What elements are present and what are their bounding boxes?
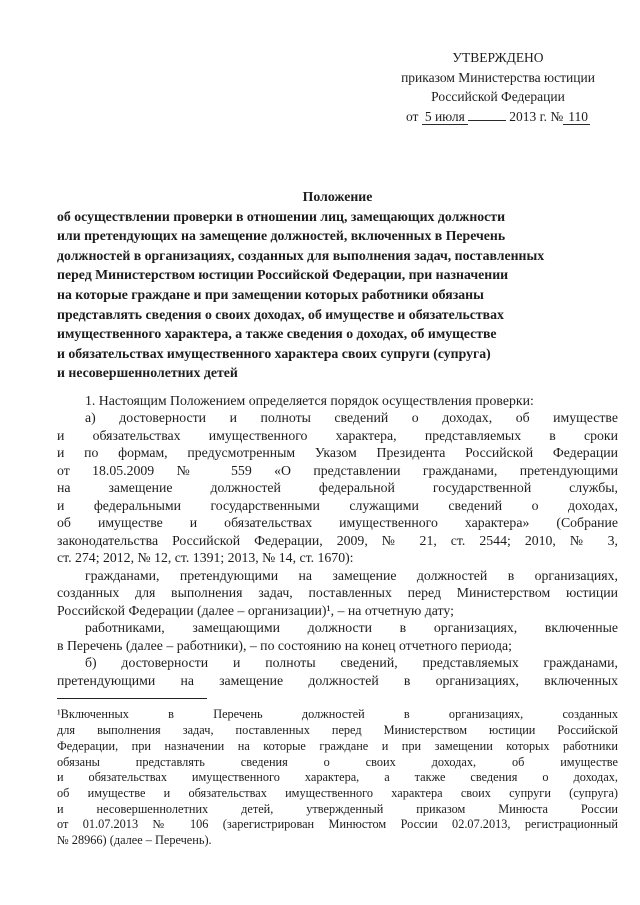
paragraph [57,392,618,410]
body-line: от 18.05.2009 № 559 «О представлении гражданами, претендующими [57,462,618,478]
paragraph [57,409,618,567]
footnote-line: обязаны представлять сведения о своих доходах, об имуществе [57,754,618,769]
body-paragraphs [57,392,618,690]
body-line: а) достоверности и полноты сведений о доходах, об имуществе [85,410,618,426]
body-line: гражданами, претендующими на замещение должностей в организациях, [85,567,618,583]
title-line: на которые граждане и при замещении которых работники обязаны [57,286,484,302]
approval-line-approved: УТВЕРЖДЕНО [452,50,544,65]
footnote-line: об имуществе и обязательствах имущественного характера своих супруги (супруга) [57,785,618,800]
body-line: б) достоверности и полноты сведений, представляемых гражданами, [85,655,618,671]
footnote-separator [57,698,207,699]
order-number-fill: 110 [563,109,590,125]
paragraph [57,654,618,689]
title-line: и обязательствах имущественного характера своих супруги (супруга) [57,345,491,361]
approval-date-line [378,107,618,127]
body-line: об имуществе и обязательствах имущественного характера» (Собрание [57,515,618,531]
title-line: перед Министерством юстиции Российской Федерации, при назначении [57,267,509,283]
footnote-line: для выполнения задач, поставленных перед Министерством юстиции Российской [57,723,618,738]
footnote-line: от 01.07.2013 № 106 (зарегистрирован Минюстом России 02.07.2013, регистрационный [57,817,618,832]
body-line: и по формам, предусмотренным Указом Президента Российской Федерации [57,445,618,461]
body-line: и федеральными государственными служащими сведений о доходах, [57,497,618,513]
paragraph [57,619,618,654]
title-line: должностей в организациях, созданных для выполнения задач, поставленных [57,247,545,263]
title-line: имущественного характера, а также сведения о доходах, об имуществе [57,326,497,342]
body-line: претендующими на замещение должностей в организациях, включенных [57,672,618,688]
footnote-line: Федерации, при назначении на которые граждане и при замещении которых работники [57,738,618,753]
date-blank-underline [468,120,506,121]
footnote [57,707,618,848]
footnote-line: и обязательствах имущественного характера, а также сведения о доходах, [57,770,618,785]
title-lines [57,207,618,383]
body-line: на замещение должностей федеральной государственной службы, [57,480,618,496]
title-line: или претендующих на замещение должностей, включенных в Перечень [57,228,506,244]
body-line: в Перечень (далее – работники), – по состоянию на конец отчетного периода; [57,637,513,653]
date-middle: 2013 г. № [509,108,564,124]
body-line: работниками, замещающими должности в организациях, включенные [85,620,618,636]
footnote-line: и несовершеннолетних детей, утвержденный приказом Минюста России [57,801,618,816]
document-title [57,187,618,383]
approval-line-rf: Российской Федерации [431,89,565,104]
approval-stamp [378,48,618,126]
title-line: и несовершеннолетних детей [57,365,238,381]
title-line: представлять сведения о своих доходах, об имуществе и обязательствах [57,306,504,322]
date-prefix: от [405,108,419,124]
body-line: и обязательствах имущественного характера, представляемых в сроки [57,427,618,443]
title-line: об осуществлении проверки в отношении лиц, замещающих должности [57,208,506,224]
body-line: законодательства Российской Федерации, 2009, № 21, ст. 2544; 2010, № 3, [57,532,618,548]
title-heading: Положение [302,189,373,204]
footnote-line: № 28966) (далее – Перечень). [57,833,212,848]
footnote-line: ¹Включенных в Перечень должностей в организациях, созданных [57,707,618,722]
body-line: Российской Федерации (далее – организации)¹, – на отчетную дату; [57,602,454,618]
paragraph [57,567,618,620]
approval-line-order: приказом Министерства юстиции [401,69,595,85]
body-line: созданных для выполнения задач, поставленных перед Министерством юстиции [57,585,618,601]
body-line: ст. 274; 2012, № 12, ст. 1391; 2013, № 14, ст. 1670): [57,550,354,566]
body-line: 1. Настоящим Положением определяется порядок осуществления проверки: [85,392,534,408]
date-fill: 5 июля [422,109,468,125]
